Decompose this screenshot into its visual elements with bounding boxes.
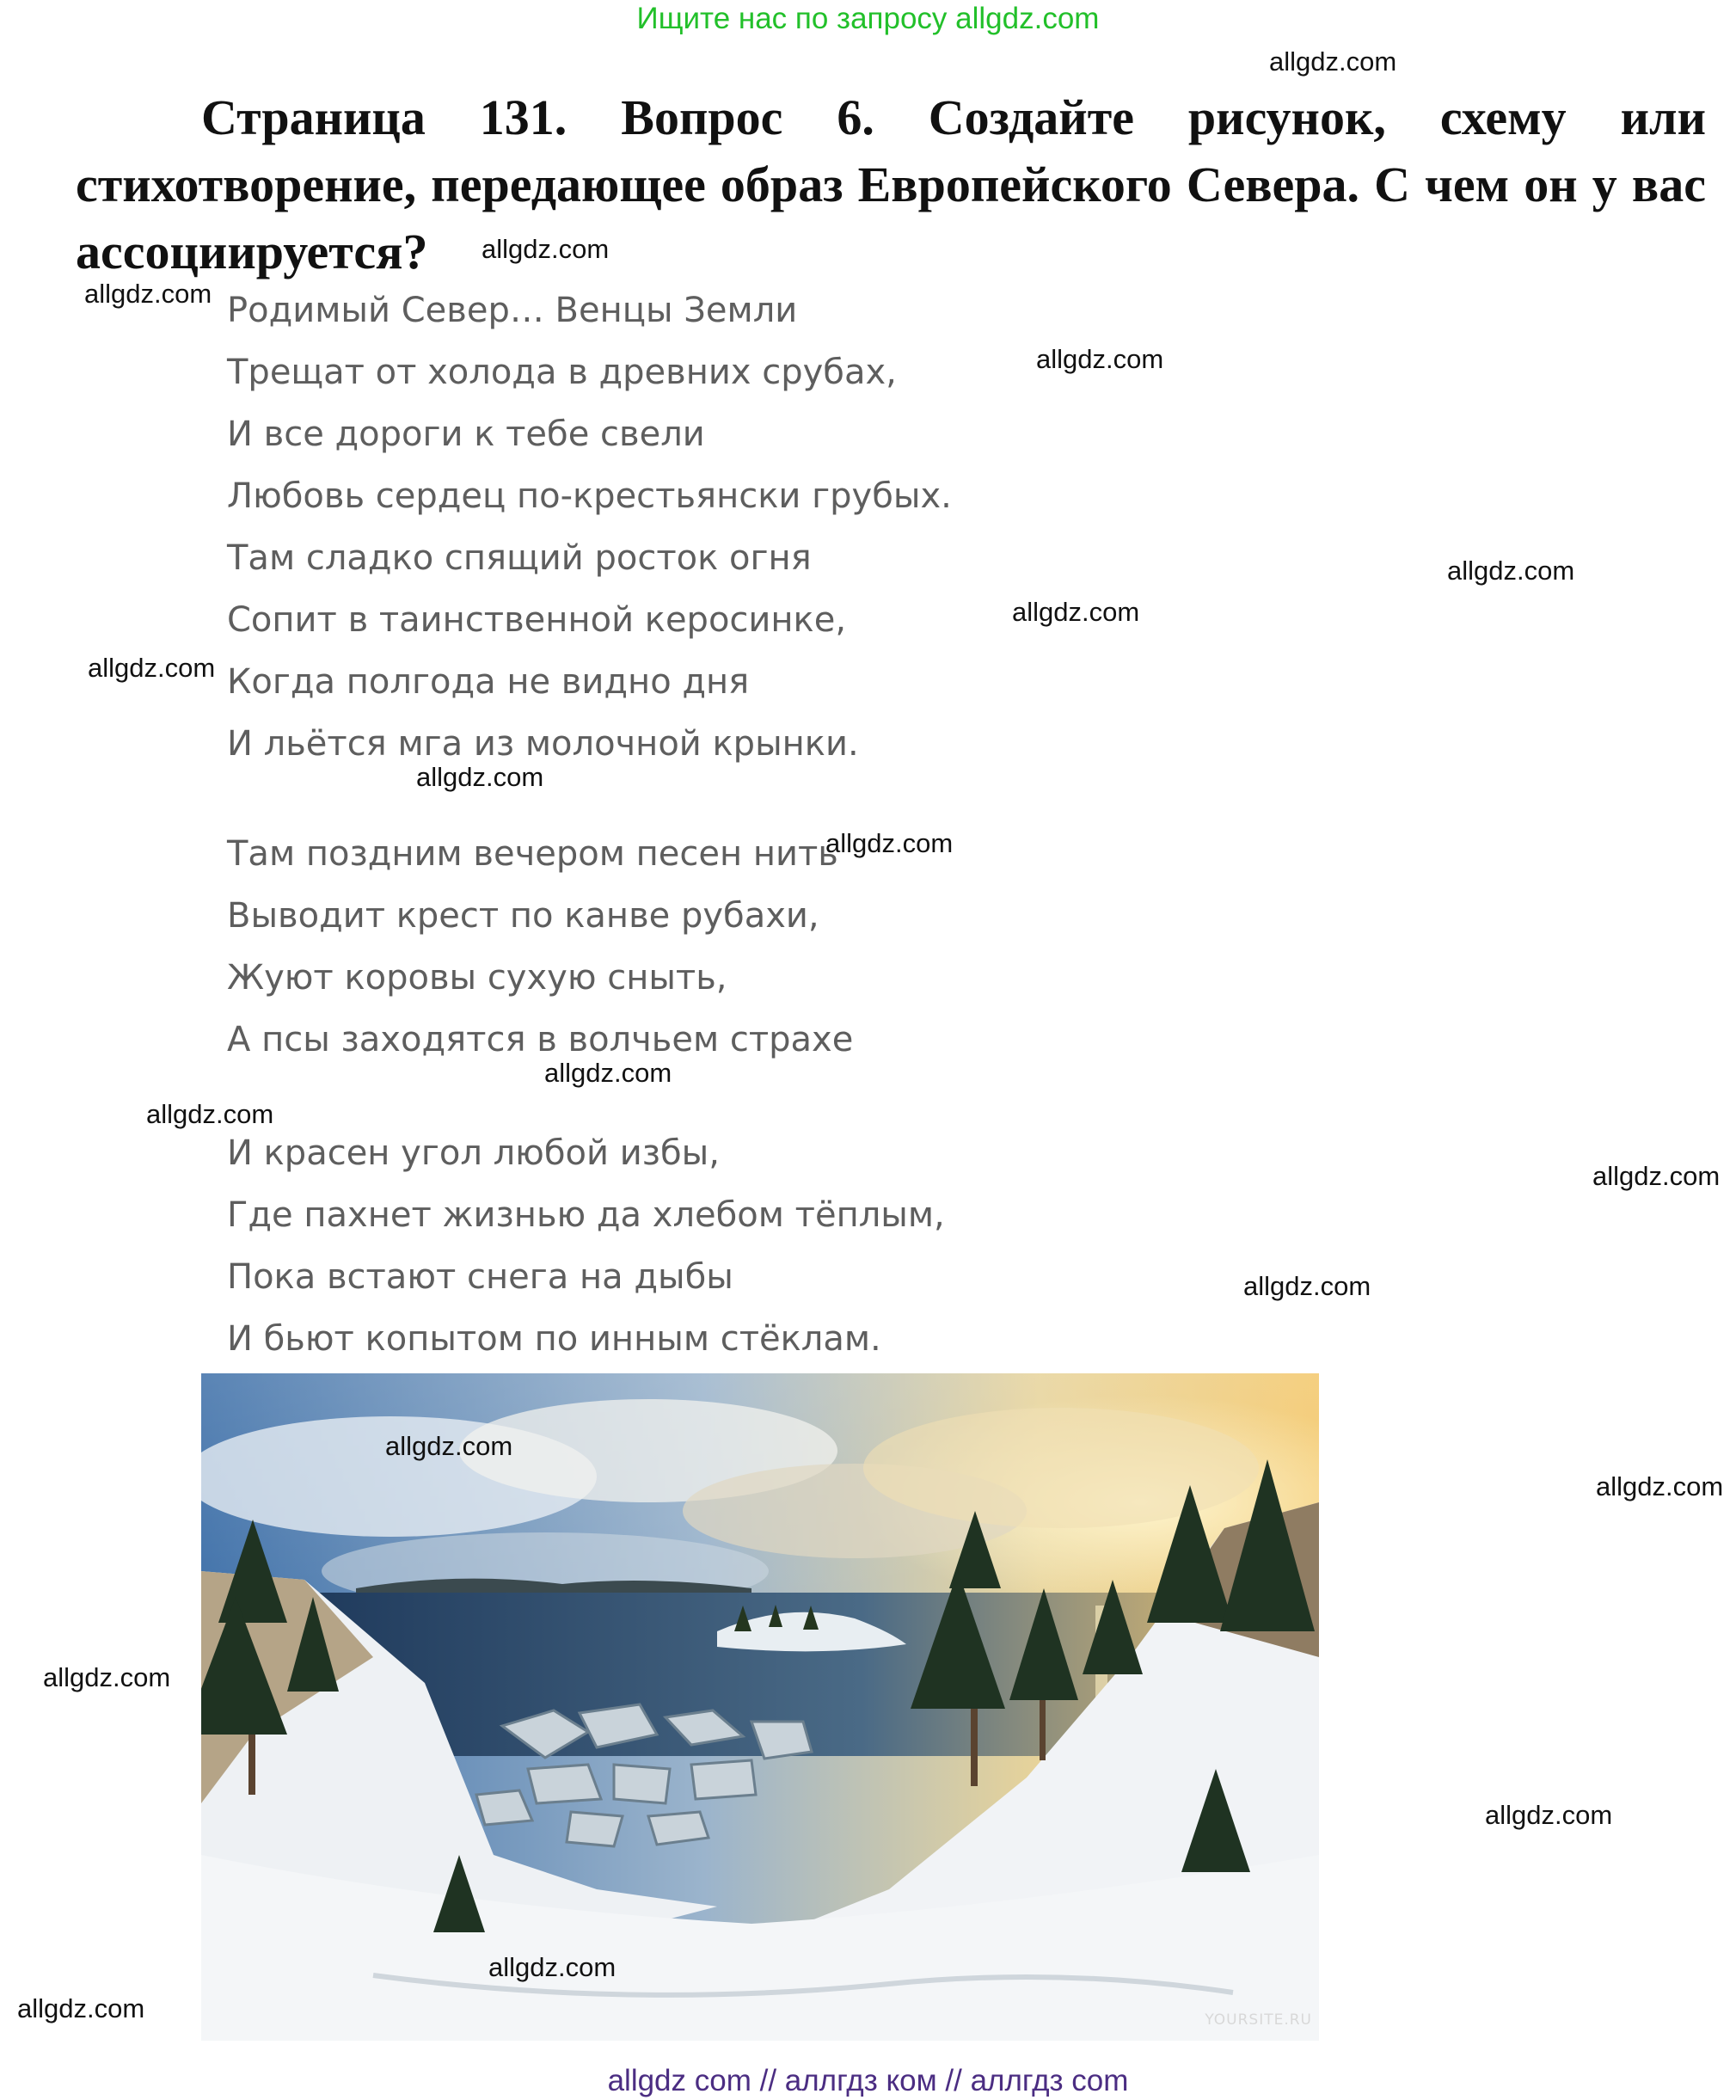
watermark: allgdz.com [544,1058,672,1088]
photo-credit: YOURSITE.RU [1205,2011,1312,2029]
watermark: allgdz.com [43,1662,171,1692]
watermark: allgdz.com [488,1952,616,1982]
watermark: allgdz.com [1012,597,1140,627]
watermark: allgdz.com [1243,1271,1371,1301]
watermark: allgdz.com [385,1431,513,1461]
poem-line: Там поздним вечером песен нить [227,834,838,874]
watermark: allgdz.com [1596,1471,1724,1501]
winter-lake-photo [201,1373,1319,2041]
watermark: allgdz.com [84,279,212,309]
watermark: allgdz.com [1592,1161,1721,1191]
question-heading: Страница 131. Вопрос 6. Создайте рисунок, схему или стихотворение, передающее образ Европейского Севера. С чем он у вас ассоциируется? [76,89,1706,279]
poem-line: Трещат от холода в древних срубах, [227,353,897,392]
watermark: allgdz.com [17,1993,145,2023]
watermark: allgdz.com [825,828,954,858]
poem-line: Где пахнет жизнью да хлебом тёплым, [227,1195,945,1235]
watermark: allgdz.com [1269,46,1397,77]
poem-line: И бьют копытом по инным стёклам. [227,1319,881,1359]
poem-line: Сопит в таинственной керосинке, [227,600,847,640]
poem-line: Там сладко спящий росток огня [227,538,812,578]
poem-line: А псы заходятся в волчьем страхе [227,1020,854,1059]
poem-line: Жуют коровы сухую сныть, [227,958,727,998]
poem-line: И красен угол любой избы, [227,1133,720,1173]
top-banner-link[interactable]: Ищите нас по запросу allgdz.com [636,2,1100,35]
poem-line: Когда полгода не видно дня [227,662,750,702]
poem-line: И льётся мга из молочной крынки. [227,724,859,764]
watermark: allgdz.com [146,1099,274,1129]
landscape-image [201,1373,1319,2041]
watermark: allgdz.com [88,653,216,683]
poem-line: Любовь сердец по-крестьянски грубых. [227,476,952,516]
poem-line: Выводит крест по канве рубахи, [227,896,819,936]
watermark: allgdz.com [1036,344,1164,374]
watermark: allgdz.com [416,762,544,792]
watermark: allgdz.com [1485,1800,1613,1830]
poem-line: И все дороги к тебе свели [227,414,705,454]
poem-line: Родимый Север… Венцы Земли [227,291,798,330]
watermark: allgdz.com [482,234,610,264]
poem-line: Пока встают снега на дыбы [227,1257,733,1297]
watermark: allgdz.com [1447,556,1575,586]
footer-links[interactable]: allgdz com // аллгдз ком // аллгдз com [607,2064,1129,2097]
